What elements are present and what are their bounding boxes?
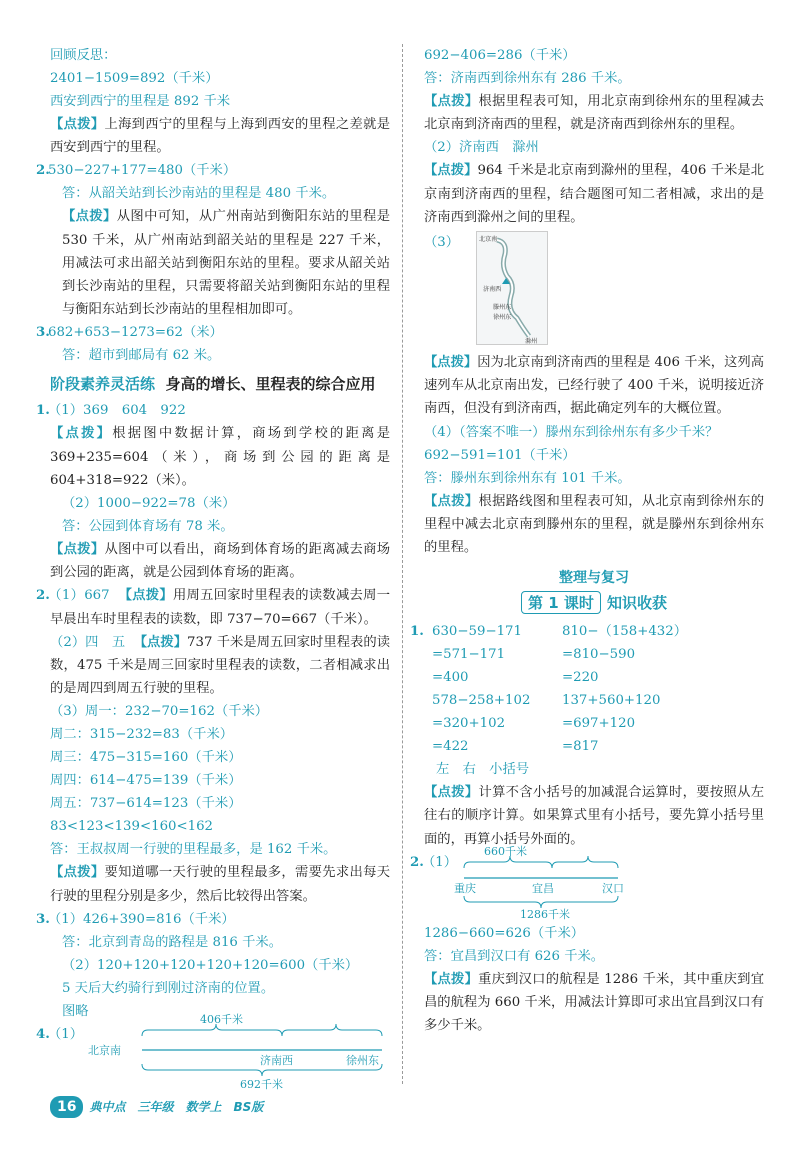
rq1-fill: 左 右 小括号 xyxy=(436,762,530,778)
s2-part2: （2）四 五 【点拨】737 千米是周五回家时里程表的读数，475 千米是周三回家时里程表的读数，二者相减求出的是周四到周五行驶的里程。 xyxy=(50,634,390,697)
s3-part3: 图略 xyxy=(62,1003,89,1019)
s2-day-4: 周四：614−475=139（千米） xyxy=(50,773,242,789)
map-xuzhou: 徐州东 xyxy=(493,314,512,322)
map-tengzhou: 滕州东 xyxy=(493,304,512,312)
s2-day-5: 周五：737−614=123（千米） xyxy=(50,796,242,812)
s2-day-2: 周二：315−232=83（千米） xyxy=(50,727,234,743)
s3-part2: （2）120+120+120+120+120=600（千米） xyxy=(62,957,359,973)
segment-diagram-beijing-xuzhou xyxy=(36,1012,390,1091)
q3-answer: 答：超市到邮局有 62 米。 xyxy=(62,348,221,364)
s2-tip: 【点拨】要知道哪一天行驶的里程最多，需要先求出每天行驶的里程分别是多少，然后比较得出答案。 xyxy=(50,865,391,904)
bottom-brace xyxy=(464,896,618,908)
calc-cell: =400 xyxy=(432,670,469,686)
r-tip-2: 【点拨】964 千米是北京南到滁州的里程，406 千米是北京南到济南西的里程，结合题图可知二者相减，求出的是济南西到滁州之间的里程。 xyxy=(424,163,764,225)
reflect-equation: 2401−1509=892（千米） xyxy=(50,71,219,86)
lesson-box: 第 1 课时 xyxy=(521,591,601,614)
lesson-header xyxy=(424,591,764,614)
map-jinan: 济南西 xyxy=(483,286,502,294)
label-mid: 宜昌 xyxy=(532,881,554,895)
calc-grid xyxy=(424,620,764,758)
label-top1: 660千米 xyxy=(484,844,527,858)
label-top1: 406千米 xyxy=(200,1012,243,1026)
r-tip-1: 【点拨】根据里程表可知，用北京南到徐州东的里程减去北京南到济南西的里程，就是济南西到徐州东的里程。 xyxy=(424,94,765,133)
s1-part1: 1.（1）369 604 922 xyxy=(36,403,186,419)
r-part-4-answer: 答：滕州东到徐州东有 101 千米。 xyxy=(424,470,631,486)
r-equation-1: 692−406=286（千米） xyxy=(424,48,576,63)
s1-part2: （2）1000−922=78（米） xyxy=(62,496,236,512)
r-part-2: （2）济南西 滁州 xyxy=(424,140,539,156)
s3-part2-answer: 5 天后大约骑行到刚过济南的位置。 xyxy=(62,980,275,996)
s3-part1-answer: 答：北京到青岛的路程是 816 千米。 xyxy=(62,934,282,950)
rq1-tip: 【点拨】计算不含小括号的加减混合运算时，要按照从左往右的顺序计算。如果算式里有小括号，要先算小括号里面的，再算小括号外面的。 xyxy=(424,785,765,847)
right-column xyxy=(410,44,765,1037)
calc-cell: =810−590 xyxy=(562,647,636,663)
reflect-answer: 西安到西宁的里程是 892 千米 xyxy=(50,94,231,109)
s2-day-1: （3）周一：232−70=162（千米） xyxy=(50,704,269,720)
calc-cell: 137+560+120 xyxy=(562,693,661,709)
q2-tip: 【点拨】从图中可知，从广州南站到衡阳东站的里程是 530 千米，从广州南站到韶关站的里程是 227 千米，用减法可求出韶关站到衡阳东站的里程。要求从韶关站到长沙南站的里程，只需要将韶关站到衡阳东站的里程与衡阳东站到长沙南站的里程相加即可。 xyxy=(62,209,391,318)
s2-day-3: 周三：475−315=160（千米） xyxy=(50,750,242,766)
reflect-tip: 【点拨】上海到西宁的里程与上海到西安的里程之差就是西安到西宁的里程。 xyxy=(50,117,391,156)
map-chuzhou: 滁州 xyxy=(525,338,538,346)
s1-tip: 【点拨】根据图中数据计算，商场到学校的距离是 369+235=604（米），商场到公园的距离是 604+318=922（米）。 xyxy=(50,426,391,488)
section-title: 阶段素养灵活练 身高的增长、里程表的综合应用 xyxy=(50,375,376,394)
rq1: 1. 630−59−171 810−（158+432） =571−171 =810−590 =400 =220 578−258+102 137+560+120 =320+102 =697+120 =422 =817 xyxy=(424,620,764,758)
label-total: 1286千米 xyxy=(520,907,570,921)
label-start: 重庆 xyxy=(454,881,476,895)
label-end: 汉口 xyxy=(602,881,624,895)
calc-cell: 810−（158+432） xyxy=(562,624,688,640)
lesson-text: 知识收获 xyxy=(606,594,667,613)
map-beijing: 北京南 xyxy=(479,236,498,244)
s4-part1: 4.（1） xyxy=(36,1026,84,1042)
r-part-4: （4）（答案不唯一）滕州东到徐州东有多少千米？ xyxy=(424,424,719,440)
segment-diagram-chongqing-hankou xyxy=(424,844,664,921)
review-title: 整理与复习 xyxy=(559,570,629,587)
route-map xyxy=(476,231,548,345)
calc-cell: =320+102 xyxy=(432,716,506,732)
label-total: 692千米 xyxy=(240,1077,283,1091)
s2-part1: 2.（1）667 【点拨】用周五回家时里程表的读数减去周一早晨出车时里程表的读数，即 737−70=667（千米）。 xyxy=(36,588,391,627)
q3-equation: 3.682+653−1273=62（米） xyxy=(36,325,223,341)
rq2-answer: 答：宜昌到汉口有 626 千米。 xyxy=(424,948,605,964)
page-footer xyxy=(50,1096,263,1118)
top-brace-2 xyxy=(552,856,618,868)
calc-cell: 578−258+102 xyxy=(432,693,531,709)
calc-cell: =817 xyxy=(562,739,599,755)
s2-answer: 答：王叔叔周一行驶的里程最多，是 162 千米。 xyxy=(50,842,337,858)
calc-cell: =422 xyxy=(432,739,469,755)
s3-part1: 3.（1）426+390=816（千米） xyxy=(36,911,235,927)
label-mid: 济南西 xyxy=(260,1053,293,1067)
calc-cell: =571−171 xyxy=(432,647,506,663)
s1-part2-answer: 答：公园到体育场有 78 米。 xyxy=(62,519,234,535)
reflect-title: 回顾反思： xyxy=(50,48,117,63)
rq2-part1: 2.（1） xyxy=(410,854,458,870)
page-number: 16 xyxy=(50,1096,83,1118)
calc-cell: =220 xyxy=(562,670,599,686)
left-column xyxy=(36,44,391,1094)
q2-equation: 2.530−227+177=480（千米） xyxy=(36,163,237,179)
r-part-4-equation: 692−591=101（千米） xyxy=(424,447,576,463)
calc-cell: =697+120 xyxy=(562,716,636,732)
rq2-equation: 1286−660=626（千米） xyxy=(424,925,585,941)
footer-brand: 典中点 三年级 数学上 BS版 xyxy=(89,1100,264,1114)
calc-cell: 630−59−171 xyxy=(432,624,522,640)
r-tip-4: 【点拨】根据路线图和里程表可知，从北京南到徐州东的里程中减去北京南到滕州东的里程，就是滕州东到徐州东的里程。 xyxy=(424,493,765,556)
rq2-tip: 【点拨】重庆到汉口的航程是 1286 千米，其中重庆到宜昌的航程为 660 千米，用减法计算即可求出宜昌到汉口有多少千米。 xyxy=(424,971,765,1034)
s2-compare: 83<123<139<160<162 xyxy=(50,819,214,835)
q2-answer: 答：从韶关站到长沙南站的里程是 480 千米。 xyxy=(62,186,336,202)
r-part-3: $^{(3)}$ 北京南 济南西 滕州东 徐州东 滁州 xyxy=(424,231,764,345)
label-end: 徐州东 xyxy=(346,1053,379,1067)
s1-part2-tip: 【点拨】从图中可以看出，商场到体育场的距离减去商场到公园的距离，就是公园到体育场的距离。 xyxy=(50,542,391,581)
r-answer-1: 答：济南西到徐州东有 286 千米。 xyxy=(424,71,631,86)
top-brace-2 xyxy=(282,1024,382,1036)
r-tip-3: 【点拨】因为北京南到济南西的里程是 406 千米，这列高速列车从北京南出发，已经行驶了 400 千米，说明接近济南西，但没有到济南西，据此确定列车的大概位置。 xyxy=(424,355,764,417)
label-start: 北京南 xyxy=(88,1043,121,1057)
column-divider xyxy=(402,44,403,1084)
